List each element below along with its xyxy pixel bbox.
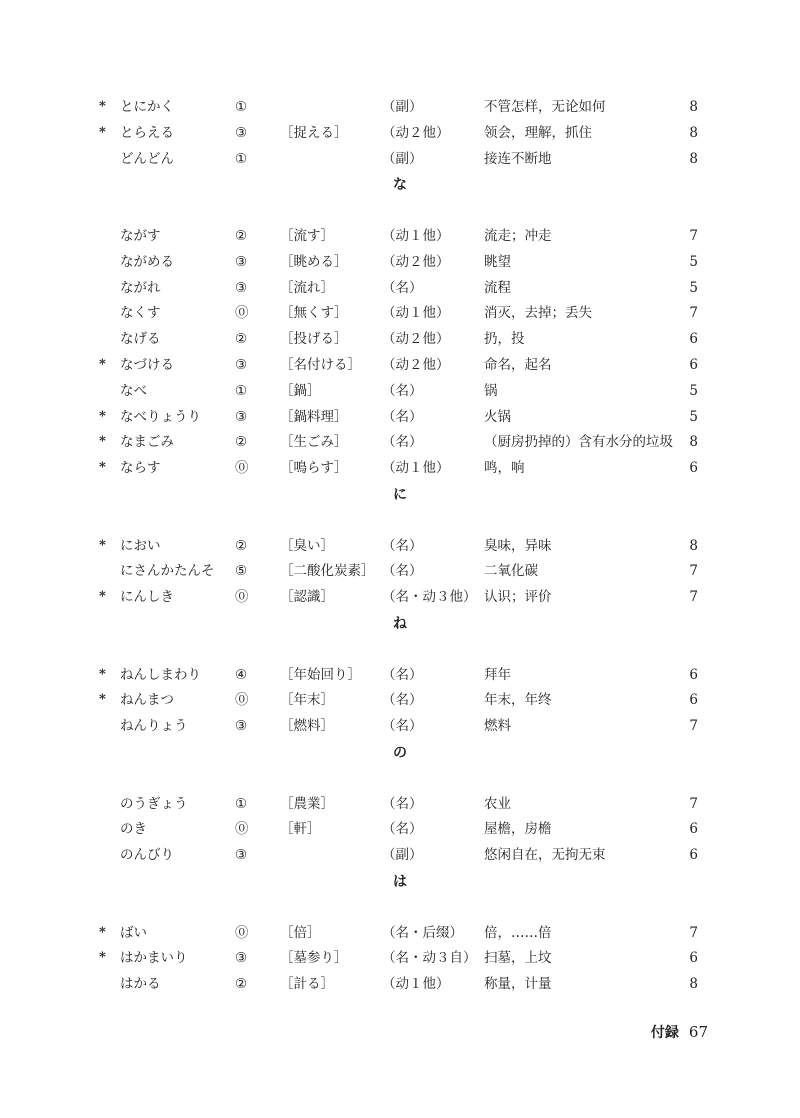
entry-accent: ② [235,976,248,993]
vocabulary-entry [0,947,800,969]
entry-kana: とらえる [120,124,174,141]
vocabulary-entry [0,328,800,350]
entry-kana: のうぎょう [120,795,188,812]
entry-part-of-speech: （动２他） [382,331,450,348]
entry-accent: ③ [235,408,248,425]
entry-kana: なまごみ [120,434,174,451]
vocabulary-entry [0,793,800,815]
entry-kanji: ［鳴らす］ [280,460,348,477]
entry-kana: ねんしまわり [120,666,201,683]
entry-meaning: 流程 [484,279,511,296]
entry-kana: はかまいり [120,950,188,967]
entry-kana: とにかく [120,99,174,115]
entry-star-icon: * [99,924,106,940]
entry-accent: ③ [235,279,248,296]
entry-meaning: 眺望 [484,253,511,270]
vocabulary-entry [0,818,800,840]
vocabulary-entry [0,535,800,557]
entry-kanji: ［捉える］ [280,124,348,141]
entry-part-of-speech: （动１他） [382,305,450,322]
footer-label: 付録 [650,1025,679,1041]
entry-accent: ⓪ [235,589,249,606]
entry-accent: ③ [235,718,248,735]
entry-meaning: 燃料 [484,718,511,735]
entry-lesson-number: 7 [689,305,698,322]
entry-lesson-number: 6 [689,847,698,864]
entry-accent: ① [235,150,248,167]
entry-star-icon: * [99,950,106,966]
entry-accent: ⓪ [235,924,249,941]
entry-kanji: ［墓参り］ [280,950,348,967]
entry-meaning: 领会，理解，抓住 [484,124,592,141]
vocabulary-entry [0,302,800,324]
entry-part-of-speech: （名） [382,408,423,425]
entry-meaning: 命名，起名 [484,357,552,373]
vocabulary-entry [0,560,800,582]
vocabulary-entry [0,380,800,402]
entry-kana: なげる [120,331,161,348]
entry-part-of-speech: （副） [382,847,423,864]
entry-star-icon: * [99,692,106,708]
entry-lesson-number: 8 [689,537,698,554]
entry-part-of-speech: （名） [382,666,423,683]
entry-kana: ならす [120,460,161,477]
entry-meaning: 扔，投 [484,331,525,348]
entry-lesson-number: 8 [689,976,698,993]
entry-accent: ② [235,331,248,348]
entry-kana: なべ [120,382,147,399]
entry-kana: ねんりょう [120,718,188,735]
entry-part-of-speech: （名・动３自） [382,950,477,967]
entry-part-of-speech: （动２他） [382,253,450,270]
entry-part-of-speech: （名） [382,279,423,296]
entry-meaning: 年末，年终 [484,692,552,709]
entry-part-of-speech: （名） [382,692,423,709]
entry-kana: ながす [120,228,161,244]
entry-star-icon: * [99,434,106,450]
entry-star-icon: * [99,408,106,424]
vocabulary-entry [0,148,800,170]
entry-part-of-speech: （名・后缀） [382,924,463,941]
entry-accent: ③ [235,124,248,141]
entry-kanji: ［流す］ [280,228,334,244]
entry-kanji: ［燃料］ [280,718,334,735]
entry-accent: ② [235,434,248,451]
vocabulary-entry [0,406,800,428]
entry-meaning: 悠闲自在，无拘无束 [484,847,606,864]
entry-lesson-number: 6 [689,692,698,709]
entry-kanji: ［眺める］ [280,253,348,270]
vocabulary-entry [0,973,800,995]
entry-kanji: ［二酸化炭素］ [280,563,375,580]
entry-lesson-number: 5 [689,253,698,270]
entry-kana: ばい [120,924,147,941]
entry-part-of-speech: （名） [382,382,423,399]
entry-part-of-speech: （名） [382,795,423,812]
entry-meaning: 二氧化碳 [484,563,538,580]
entry-meaning: 锅 [484,382,498,399]
page-footer [560,1022,708,1043]
entry-meaning: 称量，计量 [484,976,552,993]
section-heading: の [393,744,407,761]
entry-kanji: ［無くす］ [280,305,348,322]
entry-lesson-number: 8 [689,99,698,115]
entry-lesson-number: 6 [689,460,698,477]
entry-accent: ⓪ [235,692,249,709]
entry-meaning: （厨房扔掉的）含有水分的垃圾 [484,434,673,451]
vocabulary-entry [0,251,800,273]
entry-kana: なくす [120,305,161,322]
entry-star-icon: * [99,460,106,476]
entry-kana: どんどん [120,150,174,167]
entry-kanji: ［計る］ [280,976,334,993]
entry-kanji: ［倍］ [280,924,321,941]
entry-kanji: ［認識］ [280,589,334,606]
entry-kana: ねんまつ [120,692,174,709]
entry-lesson-number: 8 [689,150,698,167]
entry-star-icon: * [99,537,106,553]
entry-accent: ⓪ [235,460,249,477]
entry-part-of-speech: （动２他） [382,124,450,141]
entry-accent: ① [235,795,248,812]
entry-kana: ながめる [120,253,174,270]
entry-kanji: ［鍋］ [280,382,321,399]
entry-kanji: ［年末］ [280,692,334,709]
entry-lesson-number: 6 [689,357,698,373]
entry-part-of-speech: （名） [382,821,423,838]
entry-meaning: 扫墓，上坟 [484,950,552,967]
entry-lesson-number: 8 [689,434,698,451]
entry-accent: ③ [235,950,248,967]
entry-accent: ③ [235,357,248,373]
entry-part-of-speech: （动２他） [382,357,450,373]
entry-part-of-speech: （副） [382,150,423,167]
entry-accent: ④ [235,666,248,683]
entry-part-of-speech: （名） [382,537,423,554]
entry-kanji: ［軒］ [280,821,321,838]
entry-kanji: ［流れ］ [280,279,334,296]
entry-meaning: 接连不断地 [484,150,552,167]
entry-lesson-number: 6 [689,331,698,348]
vocabulary-entry [0,96,800,118]
entry-lesson-number: 5 [689,279,698,296]
entry-kana: にんしき [120,589,174,606]
vocabulary-entry [0,664,800,686]
vocabulary-entry [0,715,800,737]
entry-accent: ⓪ [235,305,249,322]
entry-lesson-number: 7 [689,589,698,606]
entry-kana: なべりょうり [120,408,201,425]
entry-meaning: 流走；冲走 [484,228,552,244]
entry-meaning: 不管怎样，无论如何 [484,99,606,115]
entry-lesson-number: 6 [689,666,698,683]
entry-kana: はかる [120,976,161,993]
entry-lesson-number: 7 [689,228,698,244]
entry-part-of-speech: （名） [382,718,423,735]
entry-meaning: 火锅 [484,408,511,425]
entry-lesson-number: 7 [689,718,698,735]
entry-part-of-speech: （动１他） [382,460,450,477]
entry-accent: ① [235,99,248,115]
vocabulary-entry [0,431,800,453]
entry-meaning: 农业 [484,795,511,812]
entry-part-of-speech: （动１他） [382,228,450,244]
entry-star-icon: * [99,124,106,140]
entry-star-icon: * [99,357,106,372]
entry-lesson-number: 7 [689,924,698,941]
entry-kana: のんびり [120,847,174,864]
entry-meaning: 认识；评价 [484,589,552,606]
entry-accent: ③ [235,253,248,270]
section-heading: な [393,177,407,194]
entry-star-icon: * [99,589,106,605]
entry-kana: ながれ [120,279,161,296]
entry-meaning: 消灭，去掉；丢失 [484,305,592,322]
entry-kana: にさんかたんそ [120,563,215,580]
entry-meaning: 倍，……倍 [484,924,552,941]
entry-kana: なづける [120,357,174,373]
entry-lesson-number: 6 [689,950,698,967]
entry-star-icon: * [99,99,106,114]
vocabulary-entry [0,457,800,479]
entry-kana: におい [120,537,161,554]
entry-lesson-number: 8 [689,124,698,141]
vocabulary-entry [0,689,800,711]
vocabulary-entry [0,122,800,144]
entry-kanji: ［生ごみ］ [280,434,348,451]
entry-lesson-number: 5 [689,382,698,399]
entry-meaning: 鸣，响 [484,460,525,477]
entry-kanji: ［名付ける］ [280,357,361,373]
entry-meaning: 屋檐，房檐 [484,821,552,838]
entry-accent: ② [235,537,248,554]
entry-accent: ⓪ [235,821,249,838]
entry-part-of-speech: （副） [382,99,423,115]
section-heading: ね [393,615,407,632]
entry-accent: ① [235,382,248,399]
entry-kana: のき [120,821,147,838]
page-number: 67 [688,1023,708,1041]
entry-meaning: 臭味，异味 [484,537,552,554]
entry-lesson-number: 7 [689,563,698,580]
vocabulary-entry [0,277,800,299]
entry-accent: ② [235,228,248,244]
entry-accent: ⑤ [235,563,248,580]
vocabulary-entry [0,844,800,866]
entry-kanji: ［年始回り］ [280,666,361,683]
vocabulary-entry [0,922,800,944]
section-heading: は [393,873,407,890]
entry-meaning: 拜年 [484,666,511,683]
vocabulary-entry [0,586,800,608]
section-heading: に [393,486,407,503]
entry-part-of-speech: （动１他） [382,976,450,993]
entry-lesson-number: 5 [689,408,698,425]
entry-lesson-number: 6 [689,821,698,838]
vocabulary-entry [0,354,800,376]
entry-kanji: ［鍋料理］ [280,408,348,425]
entry-accent: ③ [235,847,248,864]
entry-lesson-number: 7 [689,795,698,812]
entry-kanji: ［臭い］ [280,537,334,554]
entry-star-icon: * [99,666,106,682]
entry-part-of-speech: （名・动３他） [382,589,477,606]
entry-part-of-speech: （名） [382,563,423,580]
entry-part-of-speech: （名） [382,434,423,451]
entry-kanji: ［農業］ [280,795,334,812]
vocabulary-entry [0,225,800,247]
entry-kanji: ［投げる］ [280,331,348,348]
